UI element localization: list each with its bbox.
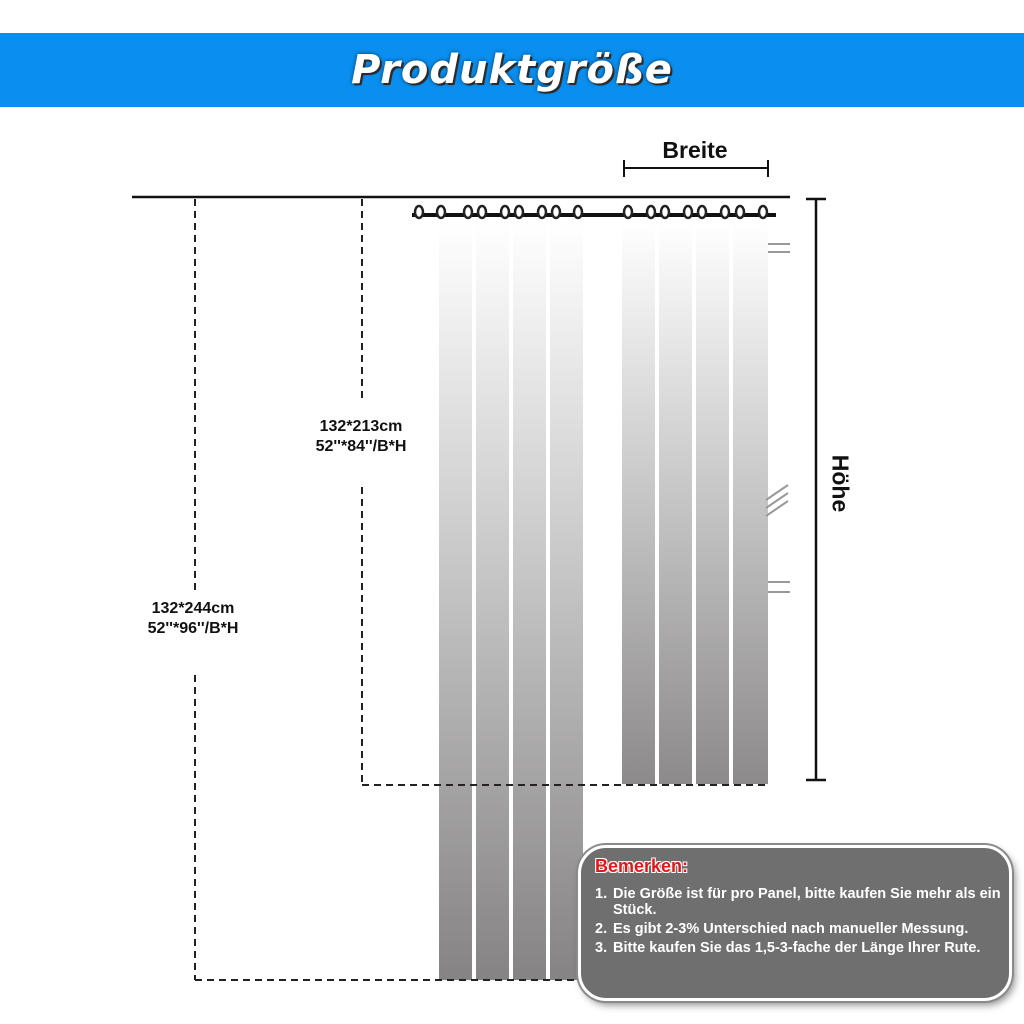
note-text: Bitte kaufen Sie das 1,5-3-fache der Länge Ihrer Rute. [613,940,981,956]
note-item [595,921,1005,937]
short-size-label [286,417,436,457]
long-curtain-panel [439,222,583,980]
long-size-label [118,599,268,639]
page-title: Produktgröße [351,47,673,93]
notes-box [578,845,1012,1001]
note-number: 1. [595,886,608,902]
short-curtain-panel [622,222,768,784]
notes-list [595,886,1005,959]
note-text: Die Größe ist für pro Panel, bitte kaufen Sie mehr als ein Stück. [613,886,1001,918]
width-label: Breite [662,137,728,163]
break-marks [766,244,790,592]
height-marker [806,199,826,780]
note-text: Es gibt 2-3% Unterschied nach manueller Messung. [613,921,969,937]
notes-title: Bemerken: [595,856,689,876]
note-item [595,940,1005,956]
note-number: 2. [595,921,608,937]
long-size-cm: 132*244cm [151,600,235,617]
short-size-inch: 52''*84''/B*H [315,438,407,455]
note-item [595,886,1005,918]
long-size-inch: 52''*96''/B*H [147,620,239,637]
height-label: Höhe [827,454,854,513]
short-size-cm: 132*213cm [319,418,403,435]
note-number: 3. [595,940,608,956]
